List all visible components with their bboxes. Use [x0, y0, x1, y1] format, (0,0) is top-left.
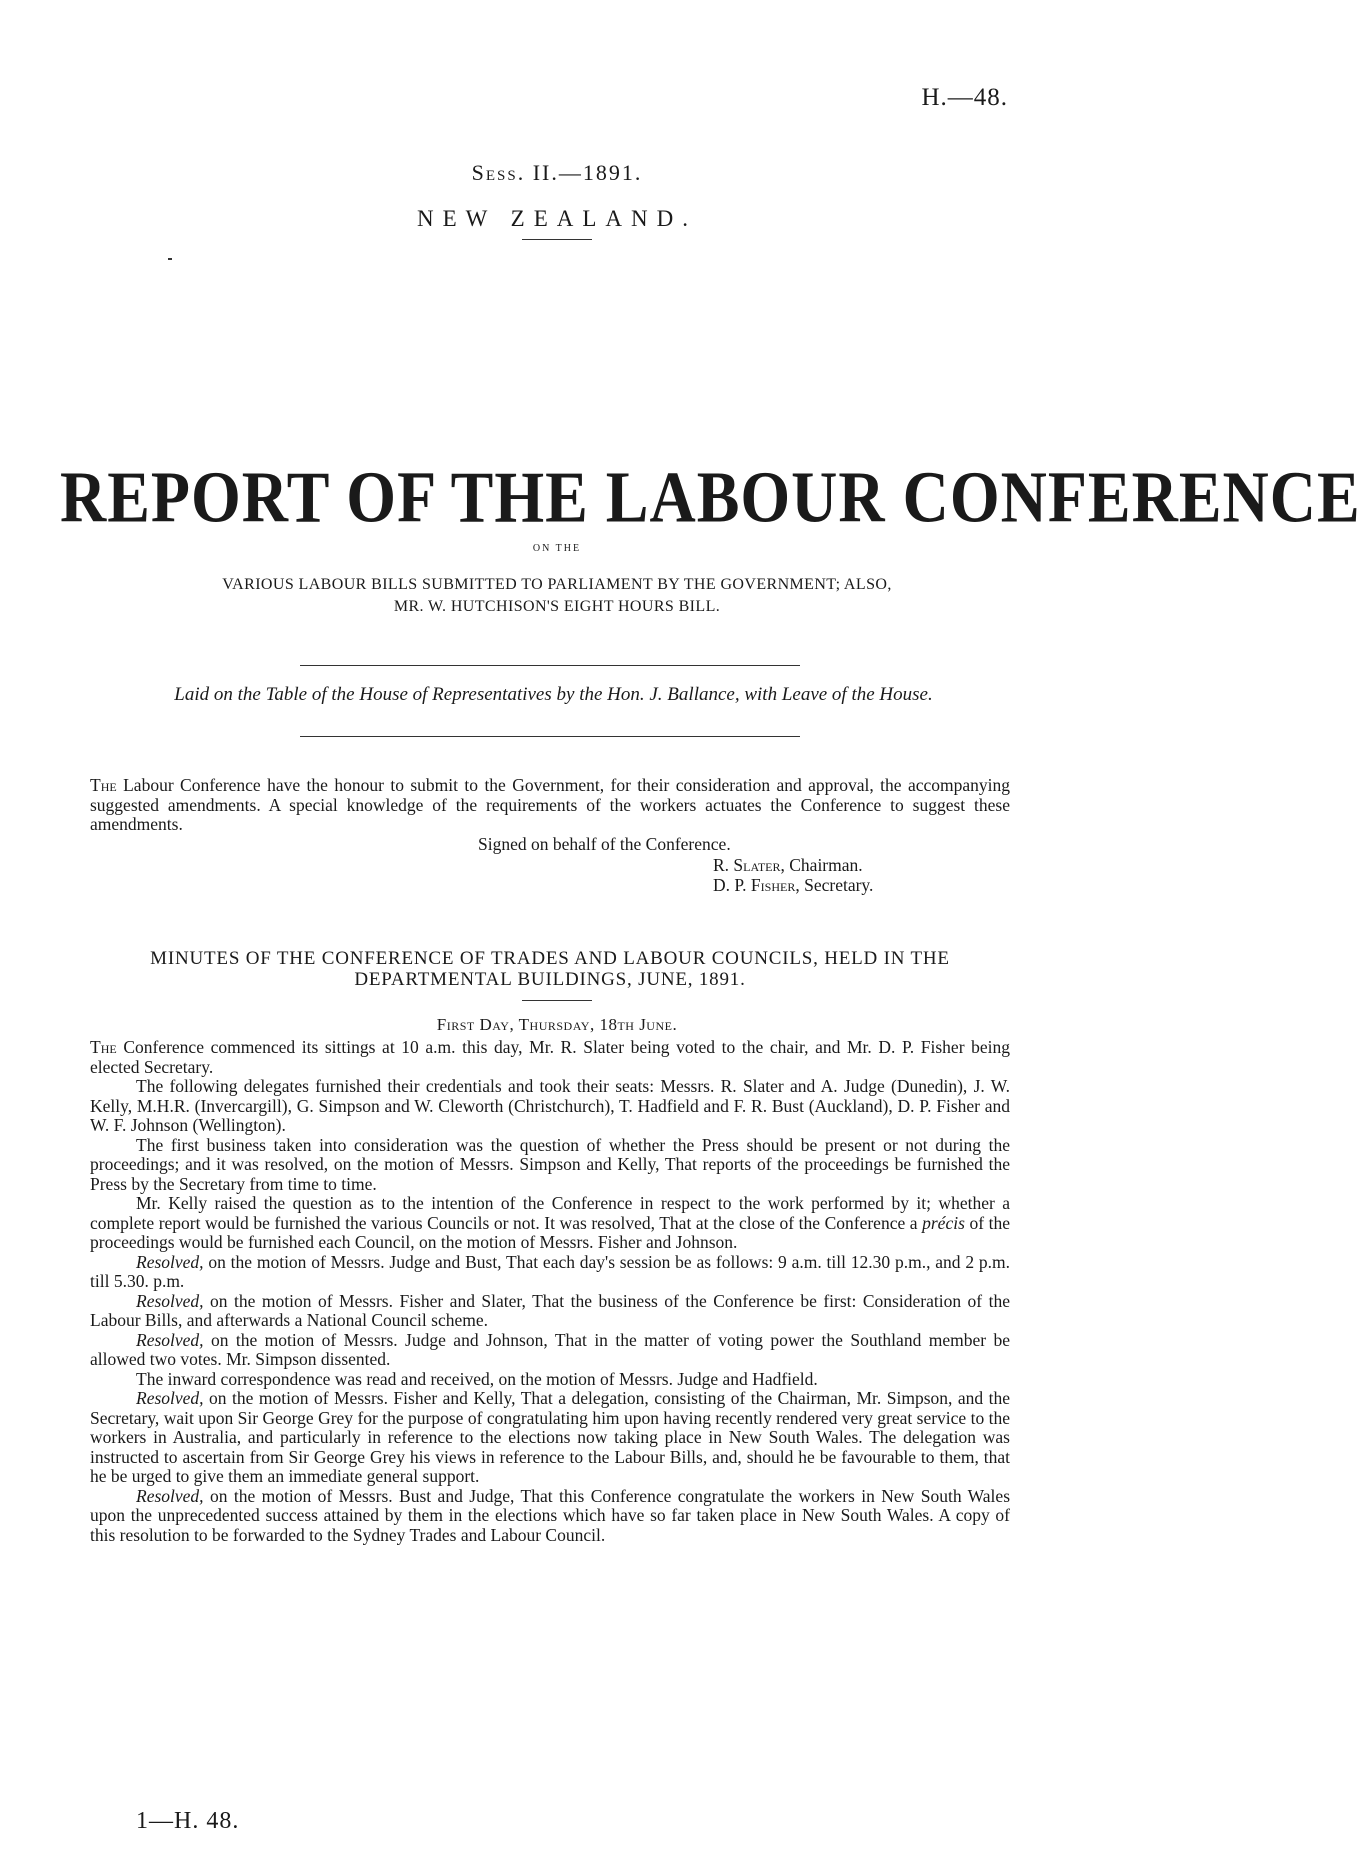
letter-body: Labour Conference have the honour to submit to the Government, for their consideration and approval, the accompanying suggested amendments. A special knowledge of the requirements of the workers actuates the Conference to suggest these amendments.	[90, 775, 1010, 834]
minutes-p7-text: on the motion of Messrs. Judge and Johnson, That in the matter of voting power the Southland member be allowed two votes. Mr. Simpson dissented.	[90, 1329, 1011, 1369]
minutes-paragraph-9	[90, 1389, 1010, 1487]
country-heading: NEW ZEALAND.	[416, 206, 698, 231]
minutes-heading: MINUTES OF THE CONFERENCE OF TRADES AND LABOUR COUNCILS, HELD IN THE DEPARTMENTAL BUILDINGS, JUNE, 1891.	[150, 948, 950, 990]
minutes-paragraph-3: The first business taken into consideration was the question of whether the Press should be present or not during the proceedings; and it was resolved, on the motion of Messrs. Simpson and Kelly, That reports of the proceedings be furnished the Press by the Secretary from time to time.	[90, 1134, 1010, 1194]
resolved-label: Resolved,	[136, 1251, 204, 1272]
resolved-label: Resolved,	[136, 1485, 204, 1506]
report-subtitle	[110, 574, 1004, 618]
minutes-paragraph-7	[90, 1331, 1010, 1370]
secretary-name: D. P. Fisher,	[713, 875, 800, 895]
laid-on-table-note: Laid on the Table of the House of Representatives by the Hon. J. Ballance, with Leave of the House.	[174, 684, 933, 705]
report-title: REPORT OF THE LABOUR CONFERENCE	[60, 456, 1361, 538]
minutes-paragraph-1	[90, 1038, 1010, 1077]
minutes-lead-word: The	[90, 1037, 117, 1057]
divider-bottom	[300, 736, 800, 737]
minutes-body	[90, 1038, 1010, 1545]
chairman-name: R. Slater,	[713, 855, 785, 875]
minutes-p1-text: Conference commenced its sittings at 10 a.m. this day, Mr. R. Slater being voted to the chair, and Mr. D. P. Fisher being elected Secretary.	[90, 1037, 1011, 1077]
minutes-paragraph-8: The inward correspondence was read and received, on the motion of Messrs. Judge and Hadfield.	[136, 1368, 818, 1389]
page-footer-reference: 1—H. 48.	[136, 1808, 240, 1834]
on-the-label: ON THE	[532, 543, 582, 554]
precis-term: précis	[922, 1212, 965, 1233]
session-value: II.—1891.	[532, 160, 643, 185]
stray-mark	[168, 258, 172, 260]
resolved-label: Resolved,	[136, 1290, 204, 1311]
minutes-p9-text: on the motion of Messrs. Fisher and Kelly, That a delegation, consisting of the Chairman, Mr. Simpson, and the Secretary, wait upon Sir George Grey for the purpose of congratulating him upon having recently rendered very great service to the workers in Australia, and particularly in reference to the elections now taking place in New South Wales. The delegation was instructed to ascertain from Sir George Grey his views in reference to the Labour Bills, and, should he be favourable to them, that he be urged to give them an immediate general support.	[90, 1388, 1011, 1486]
letter-lead-word: The	[90, 775, 117, 795]
secretary-role: Secretary.	[804, 875, 874, 895]
minutes-underline	[522, 1000, 592, 1001]
minutes-p10-text: on the motion of Messrs. Bust and Judge, That this Conference congratulate the workers in New South Wales upon the unprecedented success attained by them in the elections which have so far taken place in New South Wales. A copy of this resolution to be forwarded to the Sydney Trades and Labour Council.	[90, 1485, 1011, 1545]
document-reference: H.—48.	[921, 84, 1008, 111]
minutes-p4-text-a: Mr. Kelly raised the question as to the intention of the Conference in respect to the work performed by it; whether a complete report would be furnished the various Councils or not. It was resolved, That at the close of the Conference a	[90, 1193, 1010, 1233]
minutes-paragraph-10	[90, 1487, 1010, 1546]
minutes-paragraph-6	[90, 1292, 1010, 1331]
subtitle-line-1: VARIOUS LABOUR BILLS SUBMITTED TO PARLIAMENT BY THE GOVERNMENT; ALSO,	[222, 576, 892, 593]
country-underline	[522, 239, 592, 240]
signed-line: Signed on behalf of the Conference.	[478, 834, 731, 854]
minutes-p5-text: on the motion of Messrs. Judge and Bust, That each day's session be as follows: 9 a.m. till 12.30 p.m., and 2 p.m. till 5.30. p.m.	[90, 1251, 1010, 1291]
minutes-p4-text-b: of the proceedings would be furnished each Council, on the motion of Messrs. Fisher and Johnson.	[90, 1212, 1010, 1252]
signature-chairman	[713, 856, 863, 876]
divider-top	[300, 665, 800, 666]
minutes-p6-text: on the motion of Messrs. Fisher and Slater, That the business of the Conference be first: Consideration of the Labour Bills, and afterwards a National Council scheme.	[90, 1290, 1010, 1330]
minutes-paragraph-5	[90, 1253, 1010, 1292]
subtitle-line-2: MR. W. HUTCHISON'S EIGHT HOURS BILL.	[393, 598, 721, 615]
resolved-label: Resolved,	[136, 1388, 204, 1408]
letter-paragraph	[90, 776, 1010, 835]
resolved-label: Resolved,	[136, 1329, 204, 1350]
session-prefix: Sess.	[471, 160, 526, 185]
minutes-paragraph-2: The following delegates furnished their credentials and took their seats: Messrs. R. Slater and A. Judge (Dunedin), J. W. Kelly, M.H.R. (Invercargill), G. Simpson and W. Cleworth (Christchurch), T. Hadfield and F. R. Bust (Auckland), D. P. Fisher and W. F. Johnson (Wellington).	[90, 1076, 1010, 1135]
signature-secretary	[713, 876, 873, 896]
session-line	[0, 160, 1114, 186]
chairman-role: Chairman.	[789, 855, 863, 875]
minutes-paragraph-4	[90, 1194, 1010, 1253]
first-day-heading: First Day, Thursday, 18th June.	[436, 1015, 678, 1034]
